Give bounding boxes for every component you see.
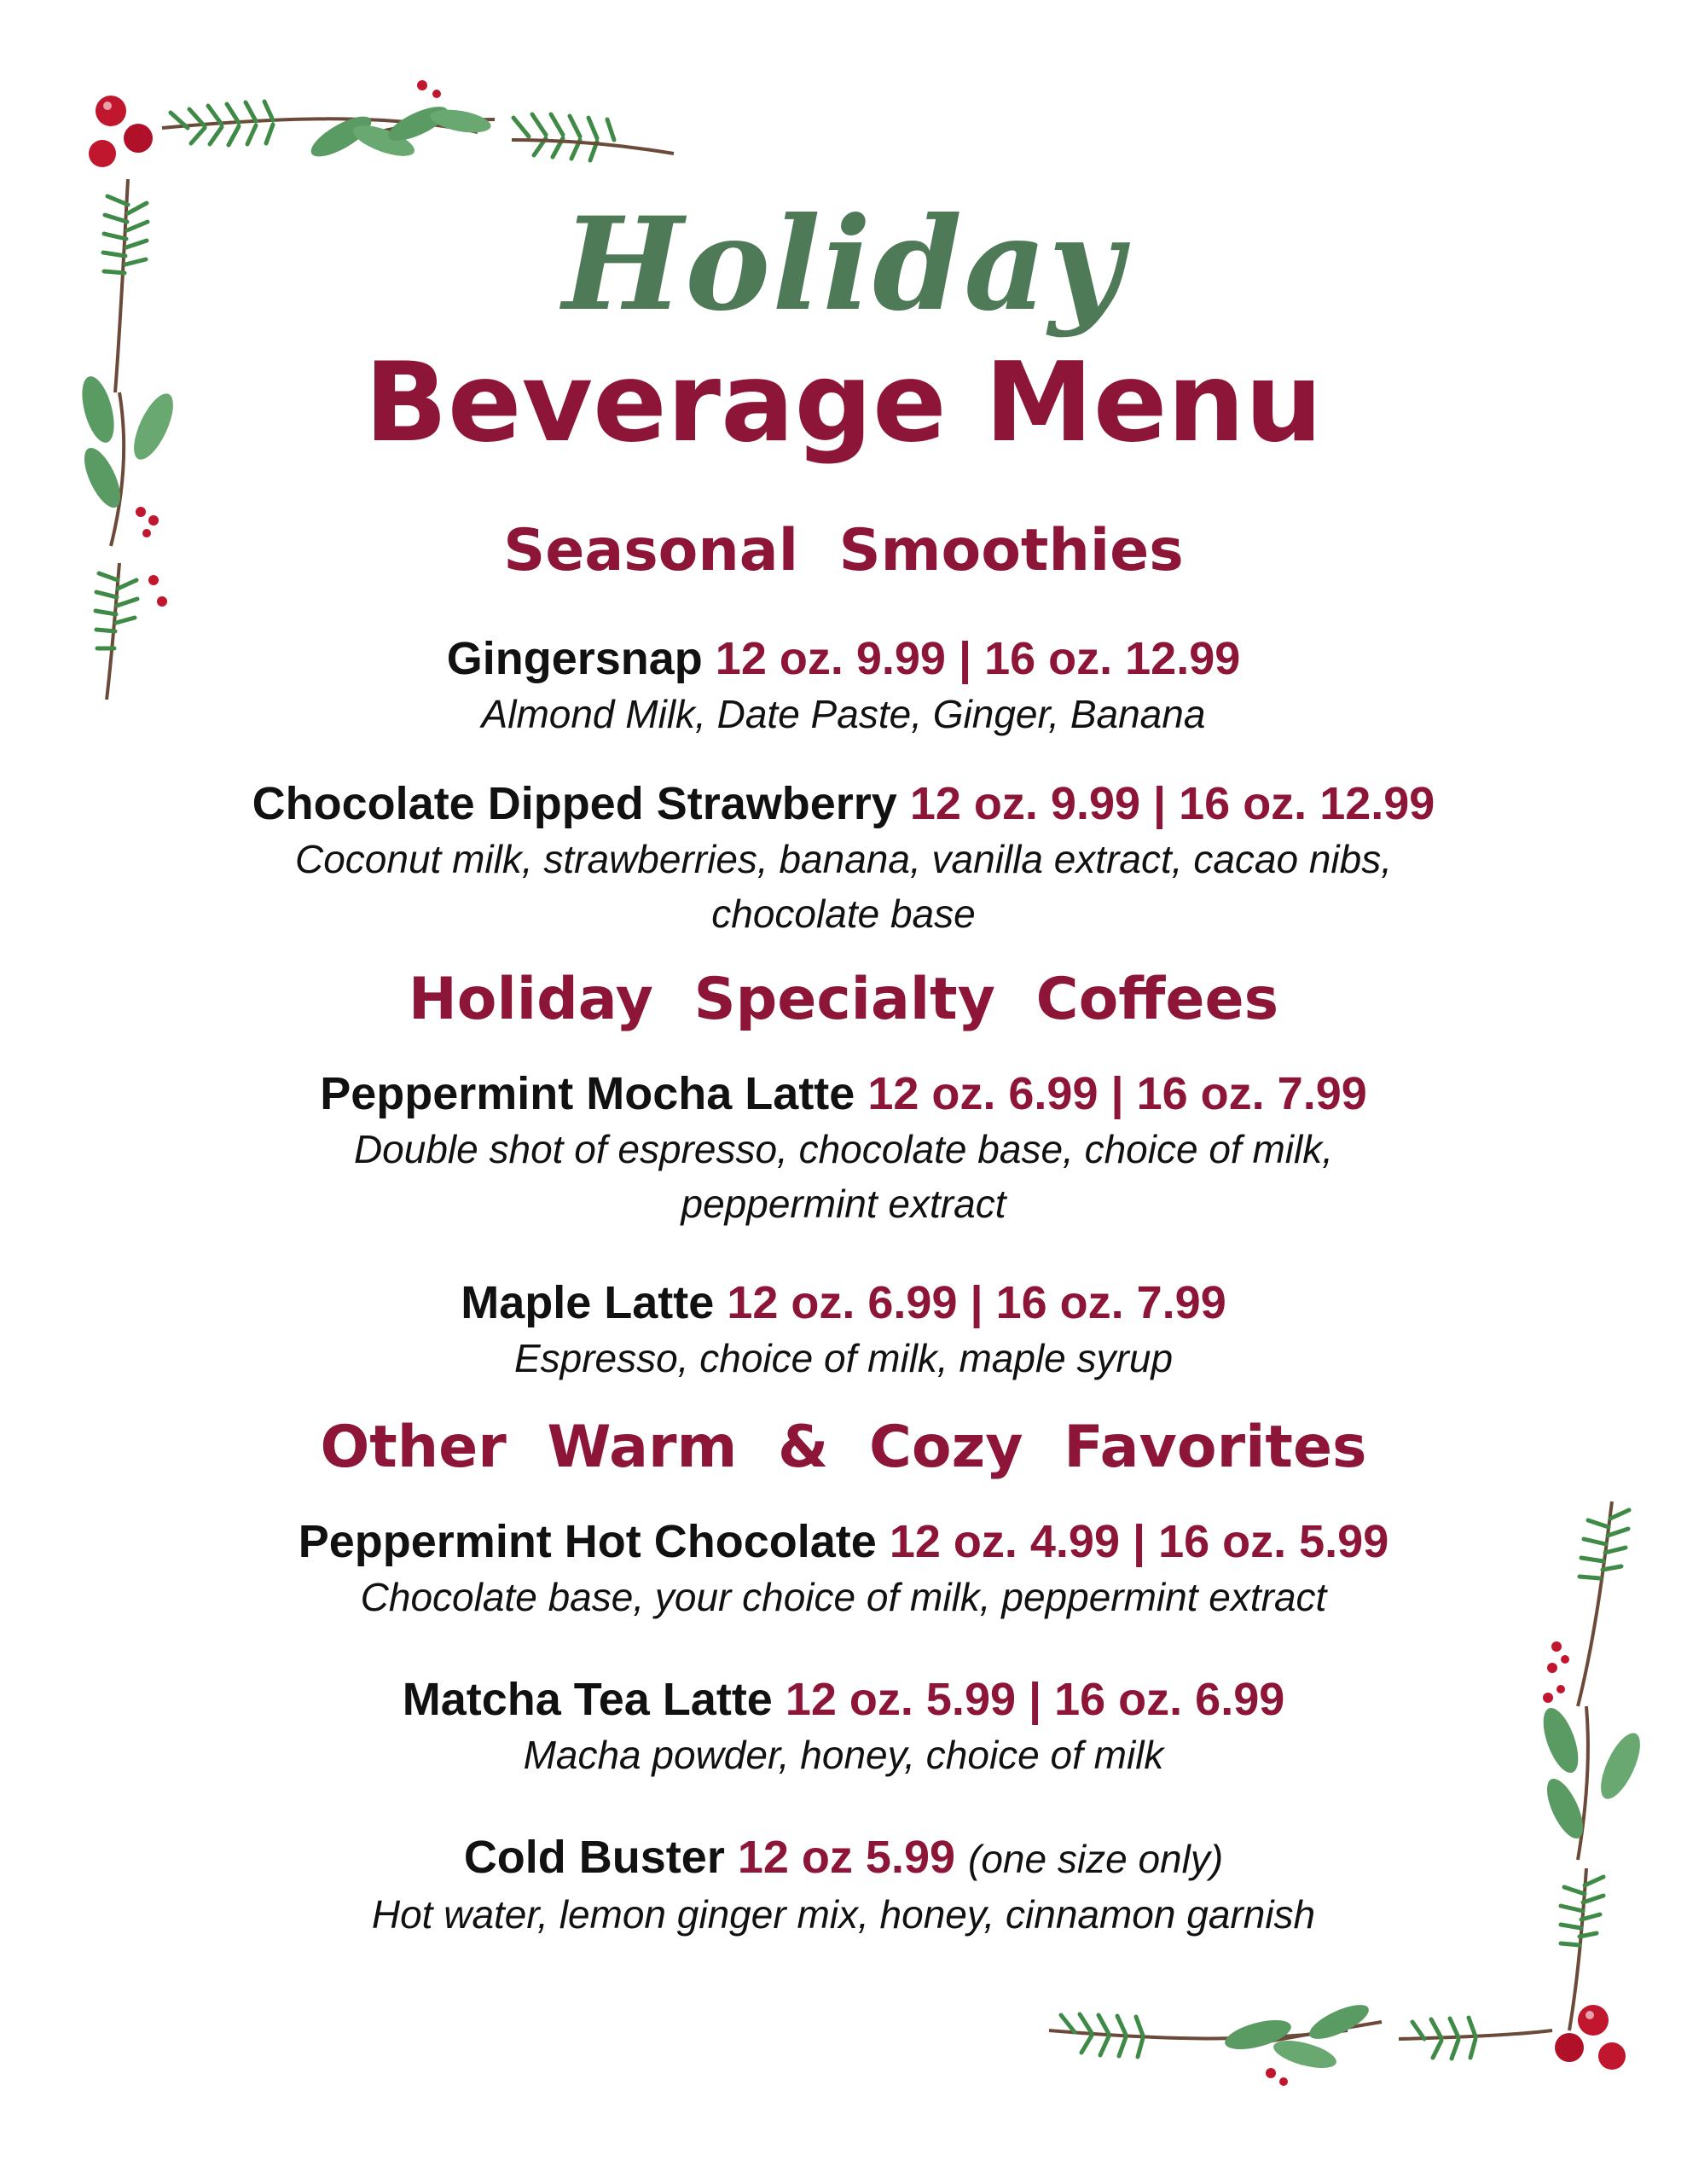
item-size-note: (one size only)	[968, 1837, 1224, 1881]
item-price: 12 oz. 6.99 | 16 oz. 7.99	[727, 1277, 1226, 1328]
item-description: Almond Milk, Date Paste, Ginger, Banana	[481, 692, 1206, 736]
item-price: 12 oz. 9.99 | 16 oz. 12.99	[715, 633, 1241, 684]
item-price: 12 oz. 5.99 | 16 oz. 6.99	[785, 1674, 1285, 1725]
menu-item-peppermint-hot-chocolate	[0, 1514, 1687, 1623]
menu-item-matcha-tea-latte	[0, 1672, 1687, 1781]
item-price: 12 oz. 6.99 | 16 oz. 7.99	[867, 1068, 1367, 1119]
section-heading-other-warm-cozy-favorites: Other Warm & Cozy Favorites	[320, 1414, 1367, 1481]
item-name: Maple Latte	[461, 1277, 715, 1328]
item-description: Chocolate base, your choice of milk, peppermint extract	[360, 1575, 1327, 1619]
leaf-sprig-icon	[1222, 1998, 1382, 2086]
item-description: Double shot of espresso, chocolate base, choice of milk,	[353, 1127, 1334, 1171]
item-description: Hot water, lemon ginger mix, honey, cinnamon garnish	[371, 1892, 1316, 1937]
item-name: Cold Buster	[463, 1832, 725, 1883]
item-name: Peppermint Hot Chocolate	[298, 1516, 877, 1567]
menu-item-gingersnap	[0, 631, 1687, 741]
item-name: Matcha Tea Latte	[402, 1674, 773, 1725]
holly-berry-icon	[1555, 2005, 1626, 2070]
item-name: Chocolate Dipped Strawberry	[252, 778, 897, 829]
menu-item-cold-buster	[0, 1830, 1687, 1941]
menu-item-chocolate-dipped-strawberry	[0, 776, 1687, 940]
item-description: Coconut milk, strawberries, banana, vanilla extract, cacao nibs,	[294, 837, 1393, 881]
item-description: peppermint extract	[681, 1182, 1006, 1226]
item-price: 12 oz. 4.99 | 16 oz. 5.99	[889, 1516, 1389, 1567]
title-holiday: Holiday	[562, 189, 1125, 340]
item-price: 12 oz 5.99	[737, 1832, 956, 1883]
item-price: 12 oz. 9.99 | 16 oz. 12.99	[909, 778, 1435, 829]
menu-item-maple-latte	[0, 1275, 1687, 1385]
section-heading-seasonal-smoothies: Seasonal Smoothies	[503, 517, 1184, 584]
item-name: Gingersnap	[446, 633, 703, 684]
item-description: Macha powder, honey, choice of milk	[523, 1733, 1164, 1777]
section-heading-holiday-specialty-coffees: Holiday Specialty Coffees	[408, 966, 1279, 1033]
leaf-sprig-icon	[305, 80, 495, 164]
title-beverage-menu: Beverage Menu	[364, 340, 1323, 467]
item-description: Espresso, choice of milk, maple syrup	[513, 1336, 1174, 1380]
item-description: chocolate base	[711, 892, 976, 936]
menu-item-peppermint-mocha-latte	[0, 1066, 1687, 1230]
holly-berry-icon	[89, 96, 153, 167]
item-name: Peppermint Mocha Latte	[320, 1068, 855, 1119]
